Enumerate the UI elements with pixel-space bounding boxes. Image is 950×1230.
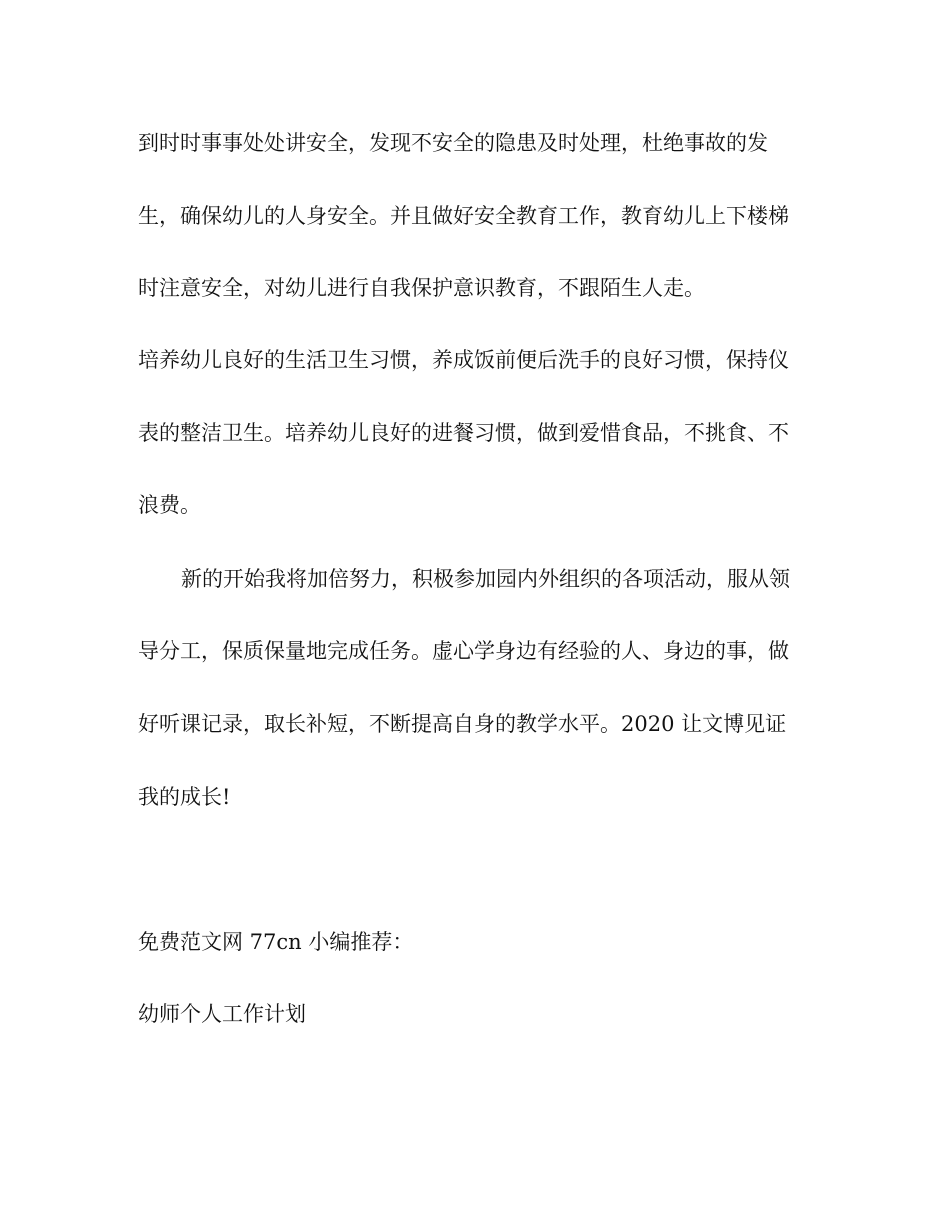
paragraph-line: 时注意安全，对幼儿进行自我保护意识教育，不跟陌生人走。 (138, 276, 705, 300)
paragraph-line: 表的整洁卫生。培养幼儿良好的进餐习惯，做到爱惜食品，不挑食、不 (138, 421, 789, 445)
recommend-label: 免费范文网 77cn 小编推荐： (138, 930, 414, 954)
paragraph-line: 到时时事事处处讲安全，发现不安全的隐患及时处理，杜绝事故的发 (138, 131, 768, 155)
paragraph-line: 新的开始我将加倍努力，积极参加园内外组织的各项活动，服从领 (181, 567, 790, 591)
paragraph-line: 浪费。 (138, 493, 201, 517)
paragraph-line: 生，确保幼儿的人身安全。并且做好安全教育工作，教育幼儿上下楼梯 (138, 204, 789, 228)
recommended-article-link[interactable]: 幼师个人工作计划 (138, 1002, 306, 1026)
paragraph-line: 我的成长! (138, 785, 231, 809)
paragraph-line: 导分工，保质保量地完成任务。虚心学身边有经验的人、身边的事，做 (138, 639, 789, 663)
paragraph-line: 培养幼儿良好的生活卫生习惯，养成饭前便后洗手的良好习惯，保持仪 (138, 348, 789, 372)
paragraph-line: 好听课记录，取长补短，不断提高自身的教学水平。2020 让文博见证 (138, 712, 787, 736)
